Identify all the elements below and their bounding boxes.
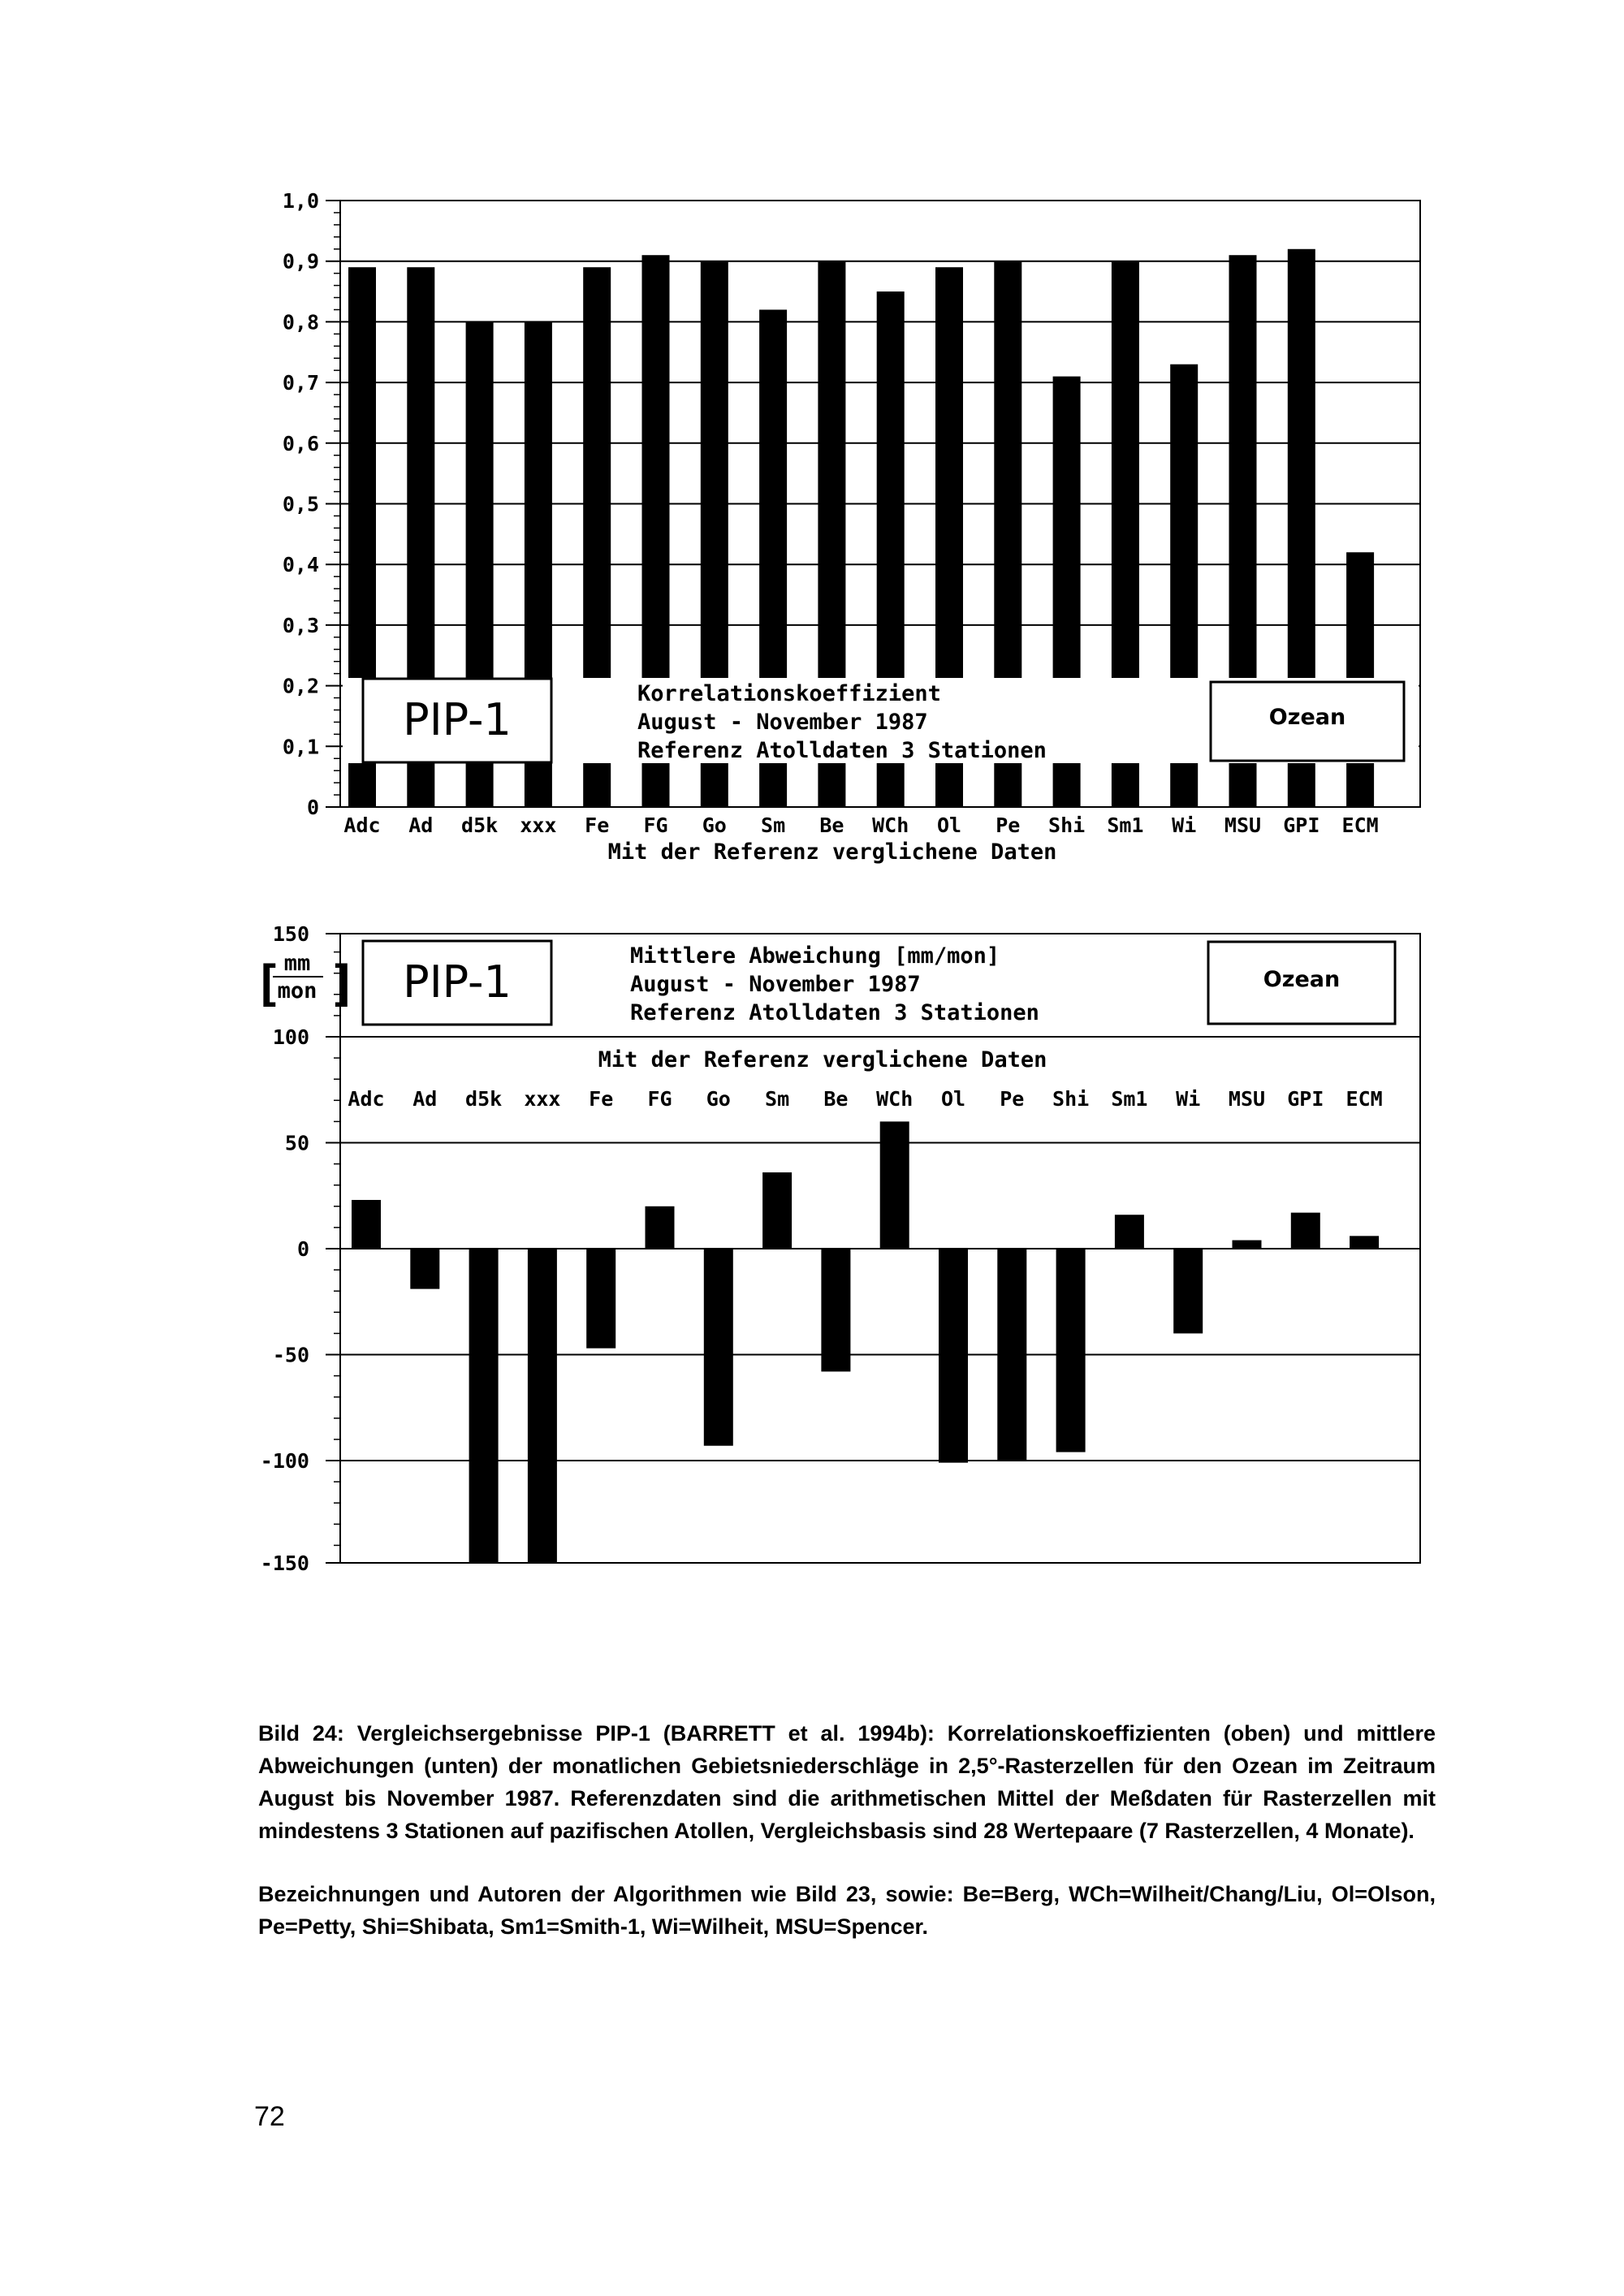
top-xtick-label: GPI	[1283, 814, 1320, 837]
bottom-xtick-label: Adc	[348, 1087, 385, 1111]
bottom-bar	[1291, 1213, 1320, 1249]
bottom-bar	[821, 1249, 850, 1371]
top-ytick-label: 0,3	[282, 613, 319, 637]
bottom-bar	[469, 1249, 499, 1563]
bottom-xtick-label: Fe	[589, 1087, 614, 1111]
bottom-bar	[528, 1249, 557, 1563]
top-ytick-label: 0,4	[282, 553, 319, 577]
top-ytick-label: 0,1	[282, 735, 319, 759]
top-ozean-label: Ozean	[1268, 705, 1346, 730]
top-xtick-label: Ol	[936, 814, 962, 837]
y-unit-denominator: mon	[277, 978, 317, 1003]
bottom-bar	[704, 1249, 733, 1446]
top-subtitle-1: Korrelationskoeffizient	[637, 681, 941, 706]
bottom-xtick-label: MSU	[1228, 1087, 1266, 1111]
top-xtick-label: Go	[702, 814, 727, 837]
bottom-ytick-label: 150	[272, 922, 309, 946]
top-ytick-label: 0	[306, 796, 319, 819]
top-xtick-label: ECM	[1341, 814, 1379, 837]
top-xtick-label: Sm1	[1107, 814, 1144, 837]
bottom-ytick-label: -100	[260, 1449, 309, 1473]
bottom-bar	[997, 1249, 1026, 1461]
bottom-xtick-label: Ad	[412, 1087, 438, 1111]
top-ytick-label: 0,7	[282, 371, 319, 395]
bottom-xtick-label: Be	[823, 1087, 849, 1111]
bottom-bar	[410, 1249, 439, 1289]
top-ytick-label: 0,2	[282, 674, 319, 698]
bottom-xtick-label: FG	[647, 1087, 672, 1111]
caption-paragraph-1: Bild 24: Vergleichsergebnisse PIP-1 (BARRETT et al. 1994b): Korrelationskoeffizienten (oben) und mittlere Abweichungen (unten) der monatlichen Gebietsniederschläge in 2,5°-Rasterzellen für den Ozean im Zeitraum August bis November 1987. Referenzdaten sind die arithmetischen Mittel der Meßdaten für Rasterzellen mit mindestens 3 Stationen auf pazifischen Atollen, Vergleichsbasis sind 28 Wertepaare (7 Rasterzellen, 4 Monate).	[258, 1721, 1436, 1843]
bottom-subtitle-1: Mittlere Abweichung [mm/mon]	[630, 943, 1000, 969]
top-xtick-label: Be	[819, 814, 844, 837]
bottom-bar	[762, 1172, 792, 1249]
bottom-xtick-label: Wi	[1176, 1087, 1201, 1111]
top-xtick-label: Adc	[343, 814, 381, 837]
top-subtitle-2: August - November 1987	[637, 710, 928, 735]
figure-caption	[258, 1717, 1436, 1974]
top-ytick-label: 0,8	[282, 310, 319, 334]
bottom-bar	[646, 1206, 675, 1249]
bottom-xtick-label: Sm1	[1111, 1087, 1148, 1111]
y-unit-bracket-left: [	[253, 956, 283, 1012]
bottom-bar	[352, 1200, 381, 1249]
bottom-xaxis-title: Mit der Referenz verglichene Daten	[598, 1047, 1047, 1072]
bottom-y-unit	[253, 951, 357, 1012]
bottom-bar	[880, 1121, 909, 1249]
top-subtitle-3: Referenz Atolldaten 3 Stationen	[637, 738, 1047, 763]
top-ytick-label: 0,5	[282, 492, 319, 516]
bottom-bar	[1233, 1241, 1262, 1249]
top-xtick-label: Sm	[761, 814, 786, 837]
y-unit-numerator: mm	[283, 951, 311, 976]
bottom-xtick-label: xxx	[524, 1087, 561, 1111]
top-ytick-label: 0,9	[282, 249, 319, 274]
bottom-bar	[1056, 1249, 1086, 1452]
bottom-xtick-label: Pe	[1000, 1087, 1025, 1111]
top-pip-label: PIP-1	[403, 694, 512, 745]
bottom-ytick-label: 50	[284, 1131, 309, 1155]
bottom-bar	[1350, 1236, 1379, 1249]
top-xtick-label: Pe	[996, 814, 1021, 837]
bottom-xtick-label: GPI	[1287, 1087, 1324, 1111]
bottom-ytick-label: -50	[272, 1343, 309, 1367]
bottom-pip-label: PIP-1	[403, 956, 512, 1008]
caption-paragraph-2: Bezeichnungen und Autoren der Algorithmen wie Bild 23, sowie: Be=Berg, WCh=Wilheit/Chang/Liu, Ol=Olson, Pe=Petty, Shi=Shibata, Sm1=Smith-1, Wi=Wilheit, MSU=Spencer.	[258, 1882, 1436, 1939]
correlation-chart	[283, 189, 1420, 865]
bottom-xtick-label: WCh	[876, 1087, 914, 1111]
top-xtick-label: d5k	[461, 814, 499, 837]
top-xtick-label: xxx	[520, 814, 557, 837]
bottom-ytick-label: -150	[260, 1552, 309, 1575]
bottom-xtick-label: Ol	[940, 1087, 966, 1111]
bottom-xtick-label: Shi	[1052, 1087, 1090, 1111]
bottom-bar	[586, 1249, 615, 1349]
bottom-bar	[939, 1249, 968, 1463]
bottom-xtick-label: Sm	[765, 1087, 790, 1111]
y-unit-bracket-right: ]	[328, 956, 358, 1012]
bottom-xtick-label: d5k	[465, 1087, 503, 1111]
bottom-bar	[1115, 1215, 1144, 1249]
top-xtick-label: WCh	[872, 814, 909, 837]
deviation-chart	[253, 922, 1420, 1575]
top-ytick-label: 0,6	[282, 431, 319, 455]
top-xaxis-title: Mit der Referenz verglichene Daten	[607, 839, 1057, 865]
bottom-ytick-label: 100	[272, 1025, 309, 1049]
top-xtick-label: Wi	[1172, 814, 1197, 837]
bottom-subtitle-2: August - November 1987	[630, 972, 921, 997]
page-number: 72	[254, 2101, 285, 2132]
bottom-xtick-label: ECM	[1345, 1087, 1383, 1111]
top-xtick-label: FG	[643, 814, 668, 837]
bottom-subtitle-3: Referenz Atolldaten 3 Stationen	[630, 1000, 1039, 1025]
top-xtick-label: MSU	[1224, 814, 1262, 837]
bottom-xtick-label: Go	[706, 1087, 731, 1111]
top-xtick-label: Shi	[1048, 814, 1086, 837]
top-xtick-label: Fe	[585, 814, 610, 837]
top-ytick-label: 1,0	[282, 189, 319, 213]
bottom-ytick-label: 0	[296, 1237, 309, 1261]
top-xtick-label: Ad	[408, 814, 434, 837]
bottom-ozean-label: Ozean	[1263, 967, 1341, 992]
bottom-bar	[1173, 1249, 1203, 1333]
